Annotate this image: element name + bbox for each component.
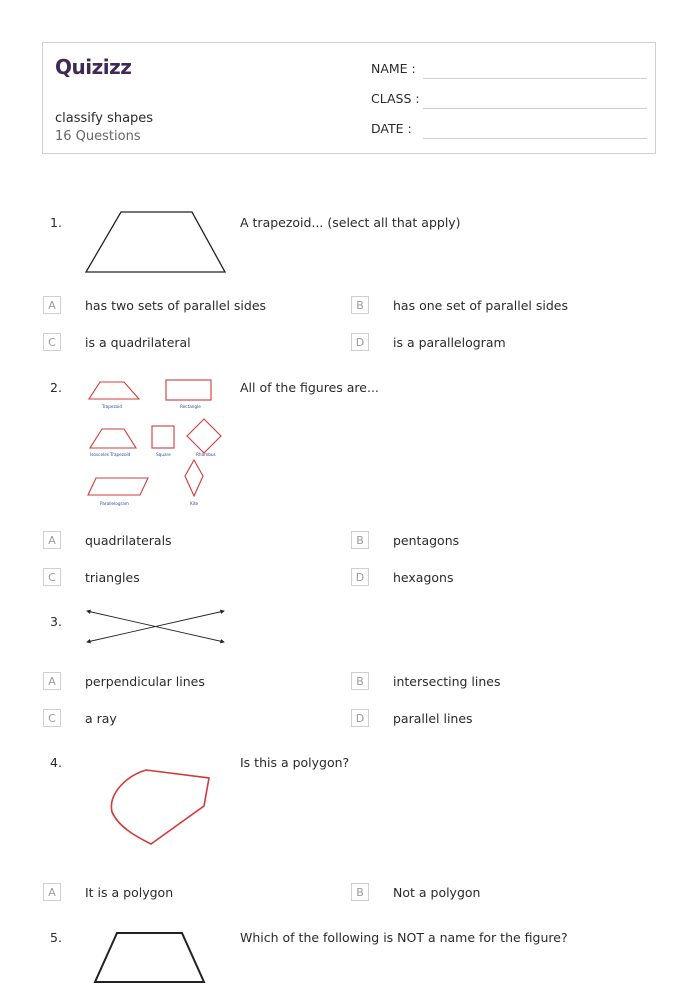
name-line <box>423 78 647 79</box>
option-b-text: pentagons <box>393 533 460 548</box>
option-d-text: hexagons <box>393 570 454 585</box>
option-b-text: intersecting lines <box>393 674 501 689</box>
option-a-box[interactable]: A <box>43 883 61 901</box>
date-line <box>423 138 647 139</box>
date-label: DATE : <box>371 121 412 136</box>
quizizz-logo: Quizizz <box>55 55 132 79</box>
option-a-text: perpendicular lines <box>85 674 205 689</box>
label-kite: Kite <box>190 501 199 506</box>
class-line <box>423 108 647 109</box>
option-b-text: has one set of parallel sides <box>393 298 568 313</box>
option-d-text: is a parallelogram <box>393 335 506 350</box>
option-a-text: It is a polygon <box>85 885 174 900</box>
question-3-number: 3. <box>50 614 62 629</box>
option-a-text: quadrilaterals <box>85 533 172 548</box>
label-trapezoid: Trapezoid <box>102 404 123 409</box>
label-parallelogram: Parallelogram <box>100 501 129 506</box>
trapezoid-figure <box>92 930 208 985</box>
label-rectangle: Rectangle <box>180 404 201 409</box>
option-b-text: Not a polygon <box>393 885 481 900</box>
label-square: Square <box>156 452 171 457</box>
question-5-text: Which of the following is NOT a name for the figure? <box>240 930 568 945</box>
option-c-text: a ray <box>85 711 117 726</box>
question-5-number: 5. <box>50 930 62 945</box>
option-c-text: triangles <box>85 570 140 585</box>
curved-figure <box>104 762 216 852</box>
option-b-box[interactable]: B <box>351 672 369 690</box>
class-label: CLASS : <box>371 91 420 106</box>
option-c-box[interactable]: C <box>43 568 61 586</box>
trapezoid-figure <box>84 210 229 275</box>
option-d-box[interactable]: D <box>351 568 369 586</box>
option-b-box[interactable]: B <box>351 531 369 549</box>
name-label: NAME : <box>371 61 416 76</box>
question-1-text: A trapezoid... (select all that apply) <box>240 215 461 230</box>
option-a-box[interactable]: A <box>43 531 61 549</box>
option-a-text: has two sets of parallel sides <box>85 298 267 313</box>
option-c-box[interactable]: C <box>43 709 61 727</box>
label-rhombus: Rhombus <box>196 452 216 457</box>
option-a-box[interactable]: A <box>43 672 61 690</box>
question-2-number: 2. <box>50 380 62 395</box>
option-c-box[interactable]: C <box>43 333 61 351</box>
option-a-box[interactable]: A <box>43 296 61 314</box>
question-count: 16 Questions <box>55 129 141 144</box>
worksheet-title: classify shapes <box>55 111 154 126</box>
question-1-number: 1. <box>50 215 62 230</box>
option-b-box[interactable]: B <box>351 883 369 901</box>
question-4-text: Is this a polygon? <box>240 755 350 770</box>
label-isosceles-trapezoid: Isosceles Trapezoid <box>90 452 131 457</box>
intersecting-lines-figure <box>84 604 229 649</box>
quadrilaterals-figure <box>84 374 229 509</box>
option-d-box[interactable]: D <box>351 709 369 727</box>
question-2-text: All of the figures are... <box>240 380 379 395</box>
question-4-number: 4. <box>50 755 62 770</box>
option-d-box[interactable]: D <box>351 333 369 351</box>
option-d-text: parallel lines <box>393 711 473 726</box>
option-c-text: is a quadrilateral <box>85 335 191 350</box>
worksheet-header <box>42 42 656 154</box>
option-b-box[interactable]: B <box>351 296 369 314</box>
